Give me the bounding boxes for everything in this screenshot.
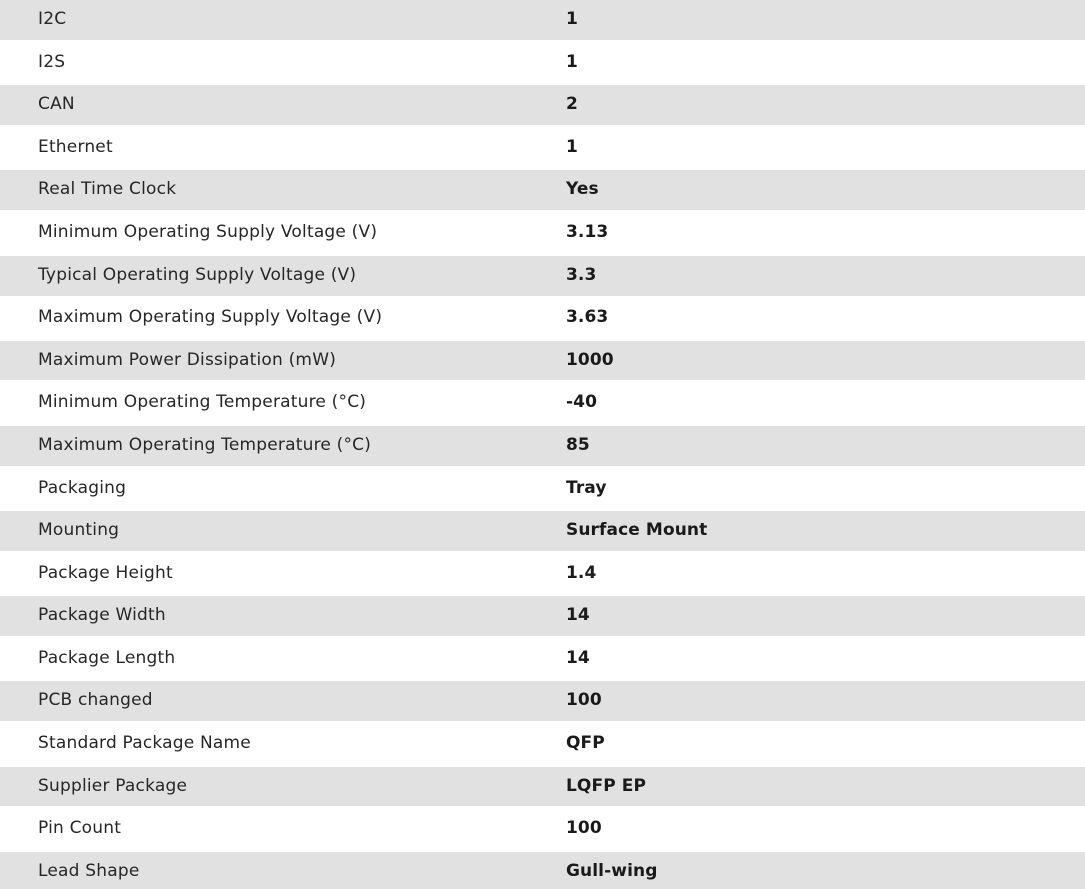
table-row <box>0 466 1085 511</box>
spec-label: Package Height <box>38 563 173 583</box>
spec-value: 1 <box>566 52 578 72</box>
table-row <box>0 636 1085 681</box>
spec-value: Surface Mount <box>566 520 708 540</box>
spec-label: Supplier Package <box>38 776 188 796</box>
spec-label: Maximum Operating Supply Voltage (V) <box>38 307 383 327</box>
spec-value: 3.3 <box>566 265 597 285</box>
table-row <box>0 380 1085 426</box>
spec-value: 1 <box>566 9 578 29</box>
spec-value: 14 <box>566 648 590 668</box>
spec-label: Ethernet <box>38 137 113 157</box>
table-row <box>0 511 1085 551</box>
spec-value: QFP <box>566 733 605 753</box>
spec-value: Yes <box>566 179 599 199</box>
table-row <box>0 341 1085 380</box>
spec-value: 1000 <box>566 350 614 370</box>
table-row <box>0 681 1085 721</box>
table-row <box>0 40 1085 85</box>
table-row <box>0 256 1085 296</box>
spec-label: Package Length <box>38 648 176 668</box>
spec-label: Pin Count <box>38 818 122 838</box>
spec-value: 1.4 <box>566 563 597 583</box>
spec-value: 85 <box>566 435 590 455</box>
table-row <box>0 296 1085 341</box>
table-row <box>0 426 1085 466</box>
table-row <box>0 767 1085 806</box>
spec-value: 1 <box>566 137 578 157</box>
spec-value: LQFP EP <box>566 776 647 796</box>
spec-value: 3.13 <box>566 222 609 242</box>
table-row <box>0 0 1085 40</box>
spec-label: Lead Shape <box>38 861 140 881</box>
table-row <box>0 125 1085 170</box>
spec-label: Maximum Operating Temperature (°C) <box>38 435 372 455</box>
table-row <box>0 852 1085 889</box>
table-row <box>0 85 1085 125</box>
spec-label: Mounting <box>38 520 120 540</box>
spec-value: 100 <box>566 690 602 710</box>
spec-label: Maximum Power Dissipation (mW) <box>38 350 337 370</box>
spec-label: CAN <box>38 94 75 114</box>
table-row <box>0 551 1085 596</box>
spec-label: Real Time Clock <box>38 179 177 199</box>
spec-label: Minimum Operating Temperature (°C) <box>38 392 367 412</box>
spec-value: 3.63 <box>566 307 609 327</box>
spec-label: Packaging <box>38 478 127 498</box>
spec-label: I2C <box>38 9 67 29</box>
spec-value: 14 <box>566 605 590 625</box>
spec-label: Typical Operating Supply Voltage (V) <box>38 265 357 285</box>
spec-value: -40 <box>566 392 598 412</box>
spec-label: Package Width <box>38 605 166 625</box>
table-row <box>0 596 1085 636</box>
spec-label: Standard Package Name <box>38 733 251 753</box>
table-row <box>0 170 1085 210</box>
table-row <box>0 806 1085 852</box>
spec-value: Gull-wing <box>566 861 658 881</box>
spec-value: 2 <box>566 94 578 114</box>
spec-label: I2S <box>38 52 66 72</box>
spec-label: Minimum Operating Supply Voltage (V) <box>38 222 378 242</box>
table-row <box>0 210 1085 256</box>
spec-value: Tray <box>566 478 607 498</box>
table-row <box>0 721 1085 767</box>
spec-value: 100 <box>566 818 602 838</box>
spec-label: PCB changed <box>38 690 153 710</box>
